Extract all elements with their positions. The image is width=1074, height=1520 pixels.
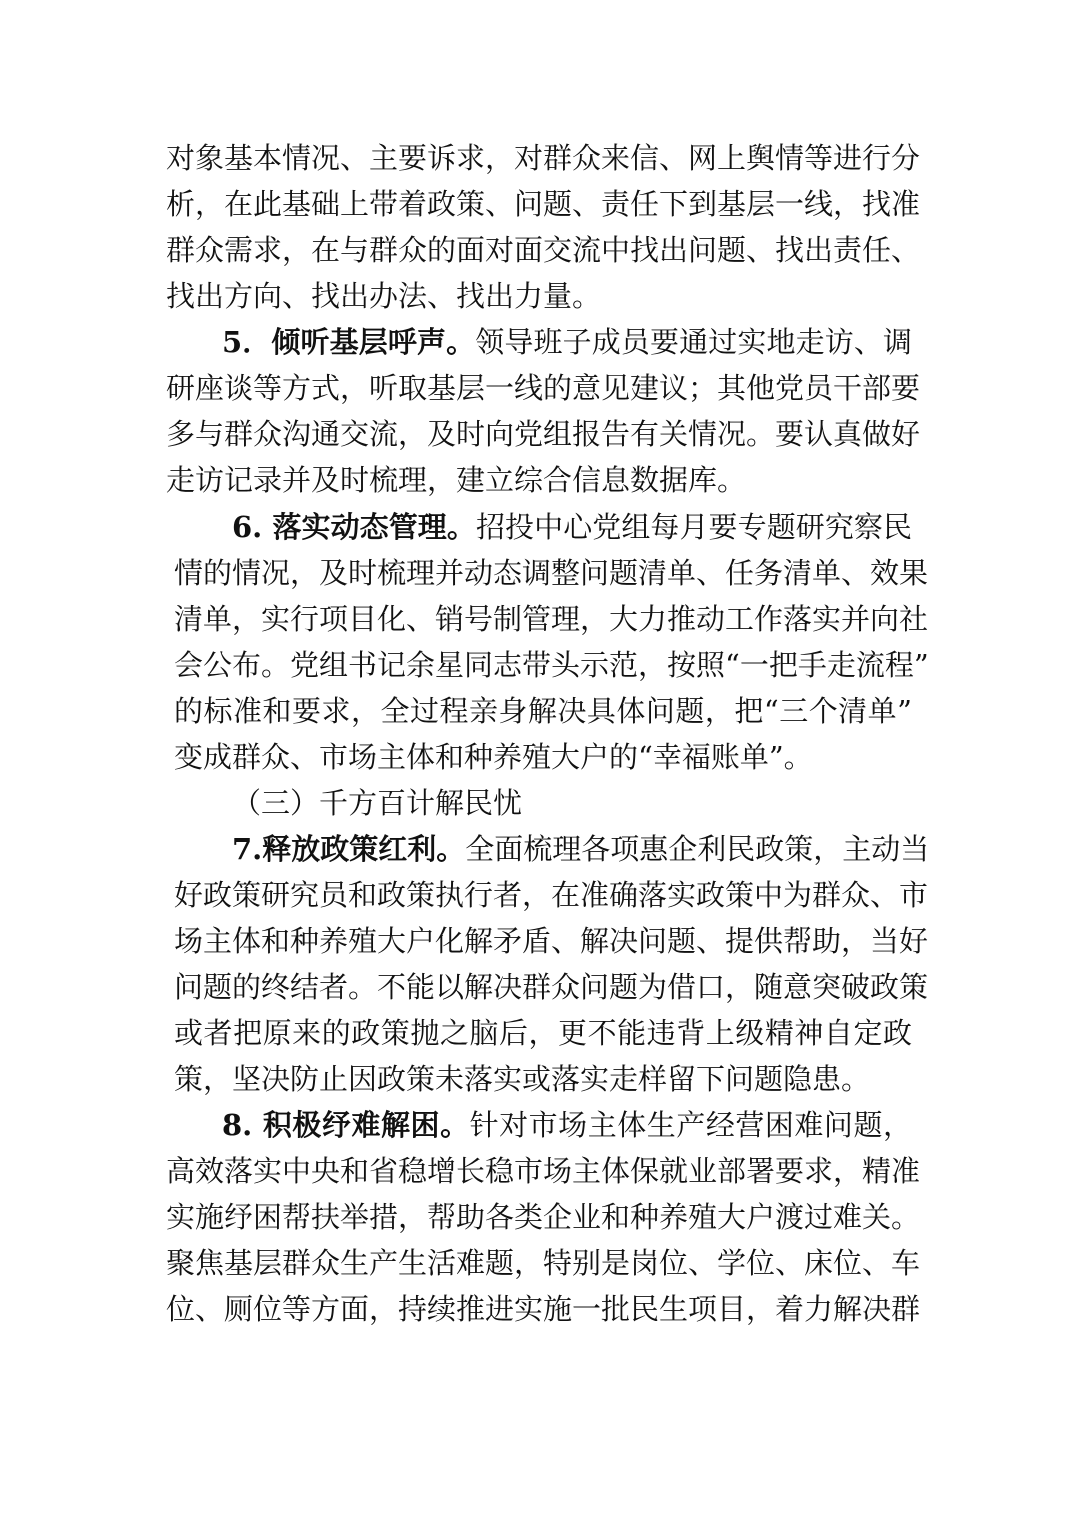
- paragraph-line: 好政策研究员和政策执行者，在准确落实政策中为群众、市: [174, 878, 929, 912]
- paragraph-line: 高效落实中央和省稳增长稳市场主体保就业部署要求，精准: [166, 1154, 921, 1188]
- paragraph-line: 会公布。党组书记余星同志带头示范，按照“一把手走流程”: [174, 648, 929, 682]
- item-heading: 8. 积极纾难解困。: [222, 1108, 470, 1142]
- paragraph-line: 清单，实行项目化、销号制管理，大力推动工作落实并向社: [174, 602, 929, 636]
- paragraph-text: 针对市场主体生产经营困难问题，: [469, 1108, 912, 1142]
- paragraph-text: 招投中心党组每月要专题研究察民: [475, 510, 912, 544]
- paragraph-line: 群众需求，在与群众的面对面交流中找出问题、找出责任、: [166, 233, 921, 267]
- paragraph-first-line: [232, 505, 912, 549]
- paragraph-line: 的标准和要求，全过程亲身解决具体问题，把“三个清单”: [174, 694, 912, 728]
- paragraph-line: 析，在此基础上带着政策、问题、责任下到基层一线，找准: [166, 187, 921, 221]
- paragraph-line: 研座谈等方式，听取基层一线的意见建议；其他党员干部要: [166, 371, 921, 405]
- paragraph-first-line: [222, 1103, 912, 1147]
- paragraph-line: 或者把原来的政策抛之脑后，更不能违背上级精神自定政: [174, 1016, 912, 1050]
- section-subheading: （三）千方百计解民忧: [232, 786, 523, 820]
- item-heading: 7.释放政策红利。: [232, 832, 466, 866]
- paragraph-line: 情的情况，及时梳理并动态调整问题清单、任务清单、效果: [174, 556, 929, 590]
- paragraph-first-line: [222, 320, 912, 364]
- item-heading: 5．倾听基层呼声。: [222, 325, 476, 359]
- paragraph-text: 领导班子成员要通过实地走访、调: [475, 325, 912, 359]
- paragraph-line: 问题的终结者。不能以解决群众问题为借口，随意突破政策: [174, 970, 929, 1004]
- paragraph-line: 位、厕位等方面，持续推进实施一批民生项目，着力解决群: [166, 1292, 921, 1326]
- paragraph-line: 场主体和种养殖大户化解矛盾、解决问题、提供帮助，当好: [174, 924, 929, 958]
- item-heading: 6. 落实动态管理。: [232, 510, 476, 544]
- paragraph-text: 全面梳理各项惠企利民政策，主动当: [465, 832, 930, 866]
- paragraph-line: 走访记录并及时梳理，建立综合信息数据库。: [166, 463, 747, 497]
- paragraph-line: 聚焦基层群众生产生活难题，特别是岗位、学位、床位、车: [166, 1246, 921, 1280]
- paragraph-line: 对象基本情况、主要诉求，对群众来信、网上舆情等进行分: [166, 141, 921, 175]
- paragraph-first-line: [232, 827, 930, 871]
- paragraph-line: 实施纾困帮扶举措，帮助各类企业和种养殖大户渡过难关。: [166, 1200, 921, 1234]
- paragraph-line: 变成群众、市场主体和种养殖大户的“幸福账单”。: [174, 740, 813, 774]
- paragraph-line: 多与群众沟通交流，及时向党组报告有关情况。要认真做好: [166, 417, 921, 451]
- paragraph-line: 策，坚决防止因政策未落实或落实走样留下问题隐患。: [174, 1062, 871, 1096]
- paragraph-line: 找出方向、找出办法、找出力量。: [166, 279, 602, 313]
